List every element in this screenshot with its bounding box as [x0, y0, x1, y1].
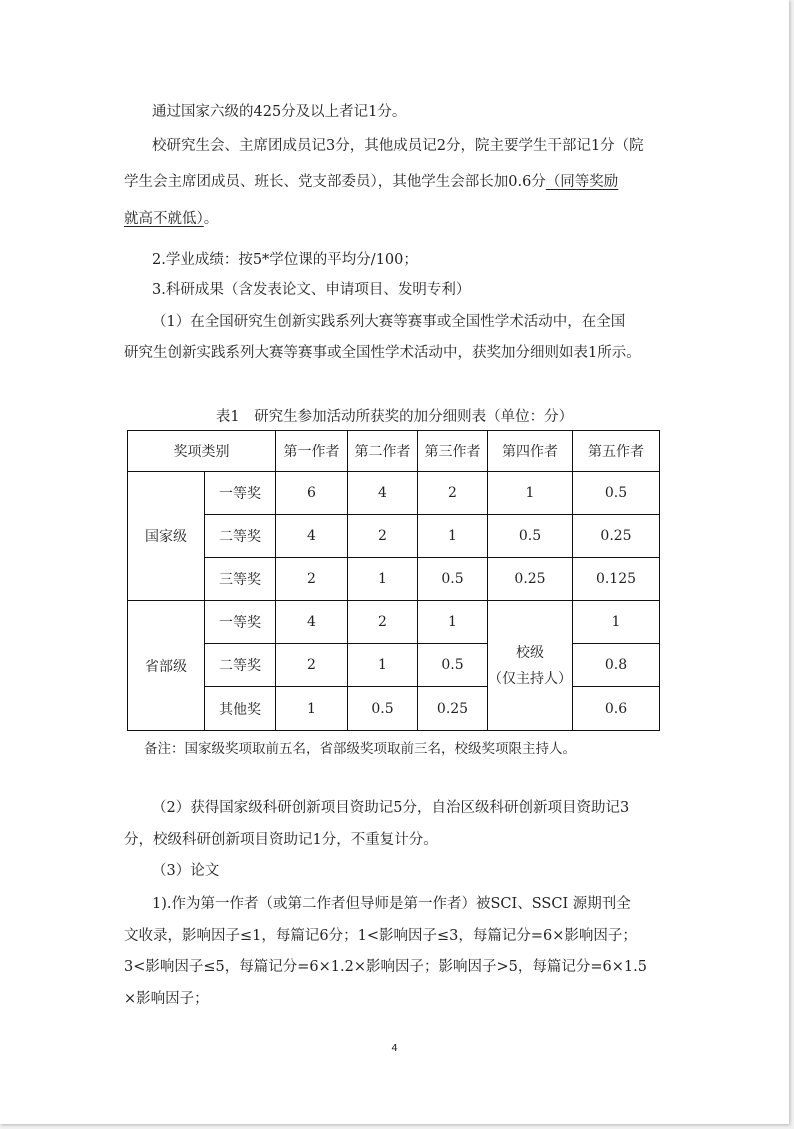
table-cell: 0.6 — [573, 687, 660, 731]
paragraph-competitions-line2: 研究生创新实践系列大赛等赛事或全国性学术活动中，获奖加分细则如表1所示。 — [124, 345, 641, 361]
table-cell: 2 — [348, 515, 418, 558]
table-cell: 0.5 — [573, 472, 660, 515]
table-cell: 4 — [348, 472, 418, 515]
table-cell: 0.25 — [488, 558, 573, 601]
paragraph-sci-line4: ×影响因子； — [124, 991, 209, 1007]
school-level-line2: （仅主持人） — [488, 670, 572, 687]
table-row — [128, 644, 660, 687]
paragraph-papers-heading: （3）论文 — [152, 863, 220, 879]
award-name: 一等奖 — [205, 472, 276, 515]
header-fourth-author: 第四作者 — [488, 431, 573, 472]
paragraph-academic-score: 2.学业成绩：按5*学位课的平均分/100； — [152, 252, 418, 268]
table-cell: 0.25 — [573, 515, 660, 558]
table-cell: 0.5 — [348, 687, 418, 731]
table-row — [128, 601, 660, 644]
provincial-level-label: 省部级 — [128, 601, 205, 731]
header-third-author: 第三作者 — [418, 431, 488, 472]
table-cell: 2 — [276, 558, 348, 601]
paragraph-sci-line1: 1).作为第一作者（或第二作者但导师是第一作者）被SCI、SSCI 源期刊全 — [152, 896, 631, 912]
period: 。 — [203, 211, 219, 227]
paragraph-research-results: 3.科研成果（含发表论文、申请项目、发明专利） — [152, 282, 471, 298]
table-cell: 0.25 — [418, 687, 488, 731]
table-cell: 0.5 — [418, 644, 488, 687]
table-cell: 0.5 — [418, 558, 488, 601]
table-row — [128, 687, 660, 731]
paragraph-sci-line2: 文收录，影响因子≤1，每篇记6分；1<影响因子≤3，每篇记分=6×影响因子； — [124, 928, 637, 944]
award-name: 一等奖 — [205, 601, 276, 644]
table-cell: 1 — [348, 644, 418, 687]
table-cell: 6 — [276, 472, 348, 515]
page-number: 4 — [391, 1043, 398, 1054]
table-cell: 0.8 — [573, 644, 660, 687]
table-row — [128, 472, 660, 515]
table-cell: 1 — [348, 558, 418, 601]
school-level-line1: 校级 — [516, 644, 544, 661]
header-fifth-author: 第五作者 — [573, 431, 660, 472]
table-cell: 1 — [488, 472, 573, 515]
table-cell: 2 — [276, 644, 348, 687]
paragraph-cet6: 通过国家六级的425分及以上者记1分。 — [152, 104, 407, 120]
table-cell: 4 — [276, 601, 348, 644]
table-caption: 表1 研究生参加活动所获奖的加分细则表（单位：分） — [215, 409, 574, 425]
header-award-category: 奖项类别 — [128, 431, 276, 472]
paragraph-student-union-line1: 校研究生会、主席团成员记3分，其他成员记2分，院主要学生干部记1分（院 — [152, 138, 644, 154]
paragraph-student-union-line3 — [124, 209, 676, 230]
paragraph-projects-line2: 分，校级科研创新项目资助记1分，不重复计分。 — [124, 832, 438, 848]
table-cell: 1 — [276, 687, 348, 731]
table-cell: 4 — [276, 515, 348, 558]
table-cell: 1 — [573, 601, 660, 644]
table-cell: 1 — [418, 601, 488, 644]
header-first-author: 第一作者 — [276, 431, 348, 472]
table-row — [128, 515, 660, 558]
award-name: 三等奖 — [205, 558, 276, 601]
table-cell: 2 — [418, 472, 488, 515]
student-union-text: 学生会主席团成员、班长、党支部委员），其他学生会部长加0.6分 — [124, 174, 546, 190]
header-second-author: 第二作者 — [348, 431, 418, 472]
paragraph-projects-line1: （2）获得国家级科研创新项目资助记5分，自治区级科研创新项目资助记3 — [152, 800, 630, 816]
paragraph-sci-line3: 3<影响因子≤5，每篇记分=6×1.2×影响因子；影响因子>5，每篇记分=6×1.5 — [124, 959, 647, 975]
paragraph-student-union-line2 — [124, 172, 676, 193]
national-level-label: 国家级 — [128, 472, 205, 601]
table-cell: 1 — [418, 515, 488, 558]
paragraph-competitions-line1: （1）在全国研究生创新实践系列大赛等赛事或全国性学术活动中，在全国 — [152, 314, 626, 330]
school-level-label — [488, 601, 573, 731]
table-row — [128, 558, 660, 601]
award-name: 其他奖 — [205, 687, 276, 731]
underlined-note-part2: 就高不就低） — [124, 211, 204, 227]
table-header-row — [128, 431, 660, 472]
table-note: 备注：国家级奖项取前五名，省部级奖项取前三名，校级奖项限主持人。 — [144, 741, 576, 757]
award-name: 二等奖 — [205, 644, 276, 687]
table-cell: 2 — [348, 601, 418, 644]
table-cell: 0.5 — [488, 515, 573, 558]
table-cell: 0.125 — [573, 558, 660, 601]
award-name: 二等奖 — [205, 515, 276, 558]
award-points-table — [127, 430, 660, 731]
underlined-note-part1: （同等奖励 — [545, 174, 619, 190]
